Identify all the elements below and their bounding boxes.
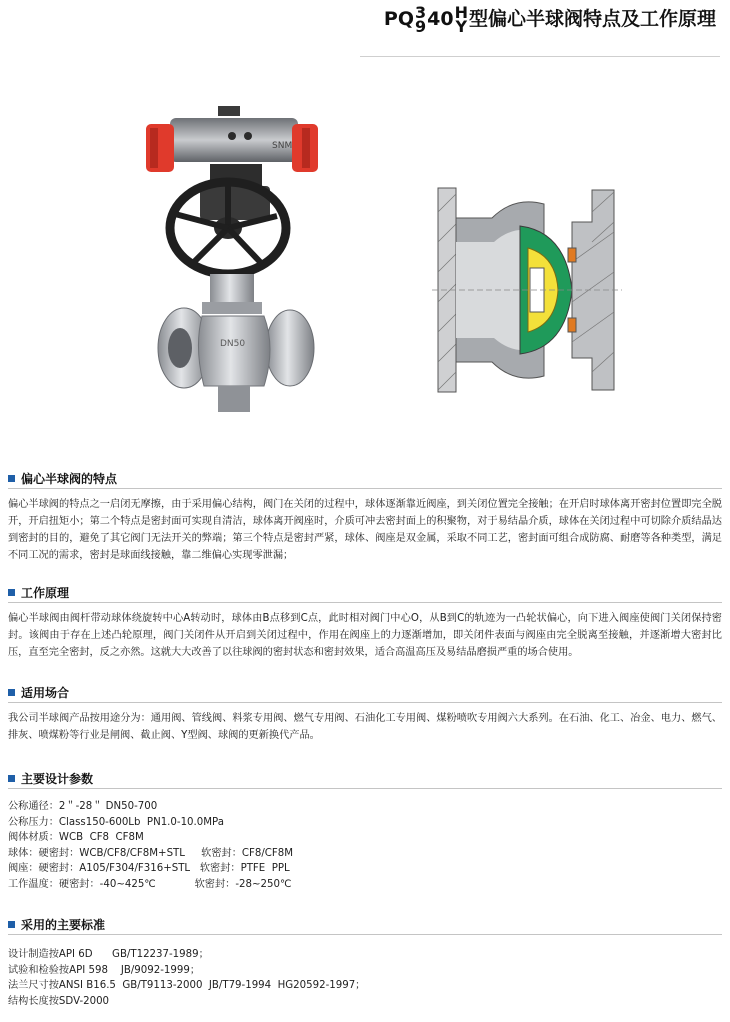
section-heading	[8, 682, 722, 703]
title-frac1-bottom: 9	[415, 16, 427, 36]
section-title: 主要设计参数	[21, 771, 94, 786]
parameter-row: 阀座：硬密封：A105/F304/F316+STL 软密封：PTFE PPL	[8, 863, 290, 874]
parameter-row: 球体：硬密封：WCB/CF8/CF8M+STL 软密封：CF8/CF8M	[8, 847, 294, 859]
section-features	[8, 468, 722, 564]
square-bullet-icon	[8, 475, 15, 482]
section-heading	[8, 468, 722, 489]
page-title	[384, 4, 716, 34]
valve-section-diagram	[432, 182, 622, 398]
section-title: 采用的主要标准	[21, 917, 106, 932]
parameter-list	[8, 799, 722, 892]
section-title: 偏心半球阀的特点	[21, 471, 118, 486]
title-frac2-top: H	[454, 2, 468, 22]
standard-row: 法兰尺寸按ANSI B16.5 GB/T9113-2000 JB/T79-1994 HG20592-1997；	[8, 980, 366, 991]
section-text: 偏心半球阀的特点之一启闭无摩擦，由于采用偏心结构，阀门在关闭的过程中，球体逐渐靠近阀座，到关闭位置完全接触；在开启时球体离开密封位置即完全脱开，开启扭矩小；第二个特点是密封面可实现自清洁，球体离开阀座时，介质可冲去密封面上的积聚物，对于易结晶介质，球体在关闭过程中可切除介质结晶达到密封的目的，避免了其它阀门无法开关的弊端；第三个特点是密封严紧，球体、阀座是双金属，采取不同工艺，密封面可组合成防腐、耐磨等各种类型，满足不同工况的需求，密封是球面线接触，靠二维偏心实现零泄漏；	[8, 499, 722, 561]
title-prefix: PQ	[383, 8, 414, 30]
title-fraction-1	[415, 2, 427, 36]
valve-photo	[140, 96, 340, 426]
standard-row: 设计制造按API 6D GB/T12237-1989；	[8, 949, 209, 960]
square-bullet-icon	[8, 689, 15, 696]
standard-row: 试验和检验按API 598 JB/9092-1999；	[8, 964, 201, 976]
body-dn-label: DN50	[220, 339, 246, 349]
section-title: 工作原理	[21, 585, 70, 600]
title-frac2-bottom: Y	[455, 16, 468, 36]
section-applications	[8, 682, 722, 744]
standards-list	[8, 947, 722, 1009]
standard-row: 结构长度按SDV-2000	[8, 995, 110, 1007]
parameter-row: 阀体材质：WCB CF8 CF8M	[8, 832, 144, 843]
parameter-row: 公称通径：2＂-28＂ DN50-700	[8, 801, 158, 812]
section-working-principle	[8, 582, 722, 661]
section-heading	[8, 768, 722, 789]
actuator-brand: SNM	[272, 141, 293, 151]
square-bullet-icon	[8, 921, 15, 928]
section-title: 适用场合	[21, 685, 70, 700]
section-text: 我公司半球阀产品按用途分为：通用阀、管线阀、料浆专用阀、燃气专用阀、石油化工专用阀、煤粉喷吹专用阀六大系列。在石油、化工、冶金、电力、燃气、排灰、喷煤粉等行业是闸阀、截止阀、Y型阀、球阀的更新换代产品。	[8, 713, 722, 741]
section-design-parameters	[8, 768, 722, 892]
title-mid: 40	[427, 8, 454, 30]
section-heading	[8, 914, 722, 935]
title-frac1-top: 3	[415, 2, 427, 22]
section-text: 偏心半球阀由阀杆带动球体绕旋转中心A转动时，球体由B点移到C点，此时相对阀门中心O，从B到C的轨迹为一凸轮状偏心，向下进入阀座使阀门关闭保持密封。该阀由于存在上述凸轮原理，阀门关闭件从开启到关闭过程中，作用在阀座上的力逐渐增加，即关闭件表面与阀座由完全脱离至接触，并逐渐增大密封比压，直至完全密封，反之亦然。这就大大改善了以往球阀的密封状态和密封效果，适合高温高压及易结晶磨损严重的场合使用。	[8, 613, 722, 658]
title-fraction-2	[454, 2, 468, 36]
section-standards	[8, 914, 722, 1009]
parameter-row: 公称压力：Class150-600Lb PN1.0-10.0MPa	[8, 816, 224, 828]
square-bullet-icon	[8, 775, 15, 782]
section-heading	[8, 582, 722, 603]
title-suffix: 型偏心半球阀特点及工作原理	[468, 8, 716, 30]
square-bullet-icon	[8, 589, 15, 596]
title-rule	[360, 56, 720, 57]
parameter-row: 工作温度：硬密封：-40~425℃ 软密封：-28~250℃	[8, 878, 292, 890]
